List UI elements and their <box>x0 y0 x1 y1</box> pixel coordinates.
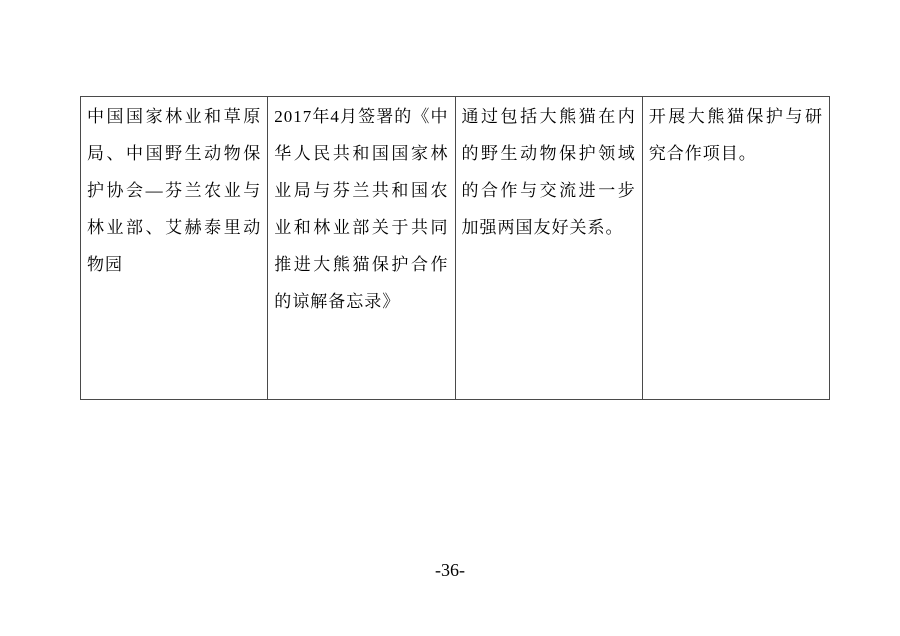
table-cell-organizations: 中国国家林业和草原局、中国野生动物保护协会—芬兰农业与林业部、艾赫泰里动物园 <box>81 97 268 400</box>
table-cell-purpose: 通过包括大熊猫在内的野生动物保护领域的合作与交流进一步加强两国友好关系。 <box>455 97 642 400</box>
cooperation-table <box>80 96 830 400</box>
table-row <box>81 97 830 400</box>
page-number: -36- <box>435 560 465 580</box>
table-cell-agreement: 2017年4月签署的《中华人民共和国国家林业局与芬兰共和国农业和林业部关于共同推进大熊猫保护合作的谅解备忘录》 <box>268 97 455 400</box>
table-cell-project: 开展大熊猫保护与研究合作项目。 <box>642 97 829 400</box>
